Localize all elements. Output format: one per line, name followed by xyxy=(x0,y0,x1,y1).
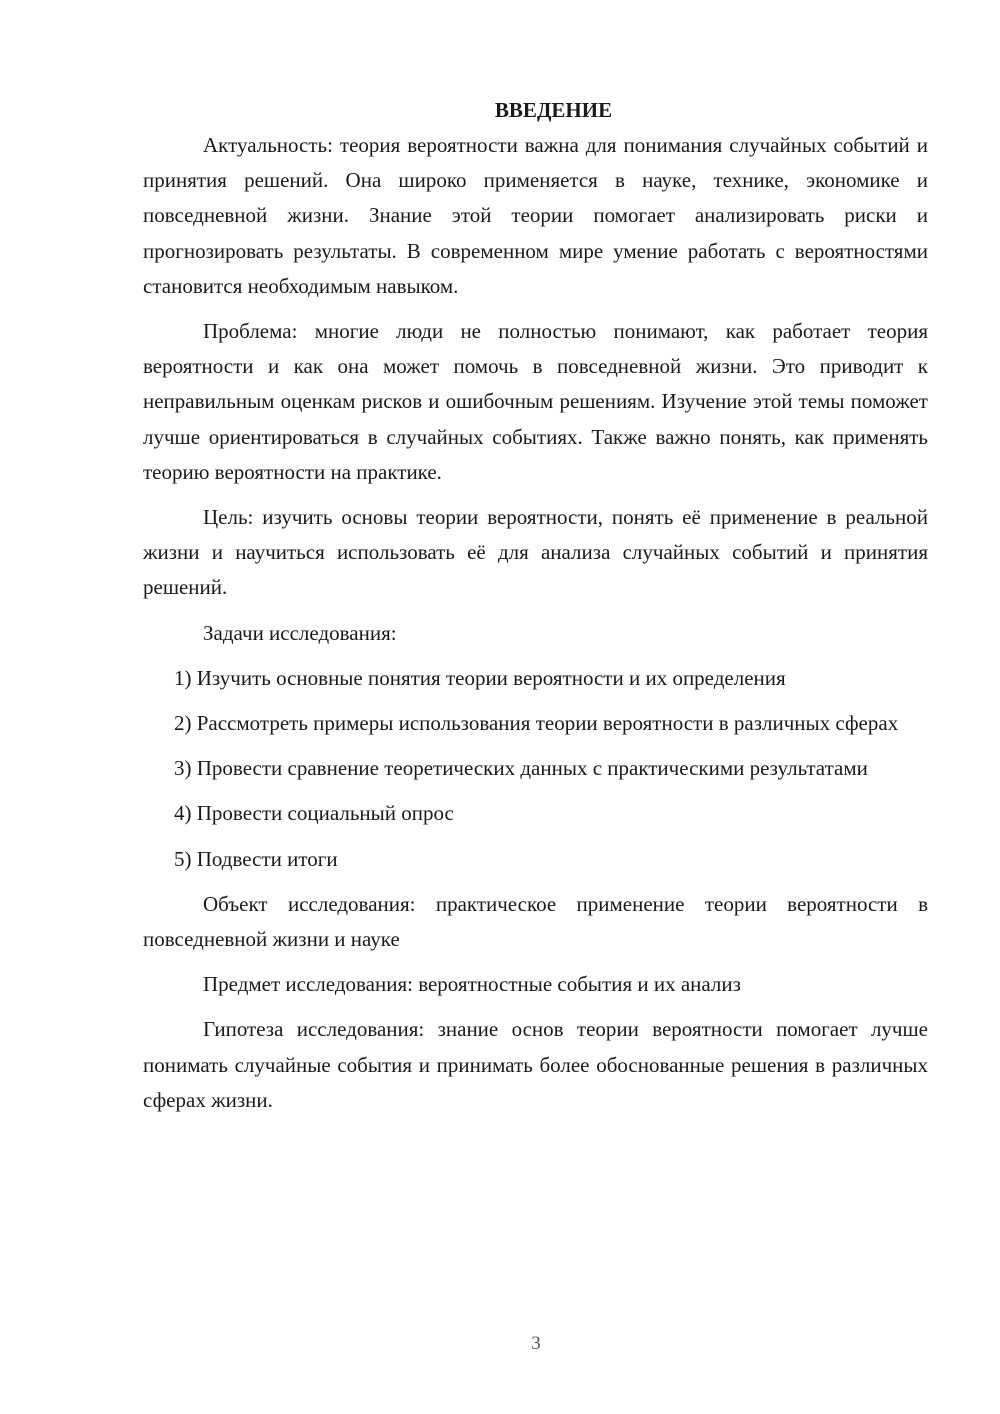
task-item-5: 5) Подвести итоги xyxy=(174,846,338,871)
task-item-4: 4) Провести социальный опрос xyxy=(174,801,454,826)
document-page xyxy=(143,96,928,1118)
subject-paragraph: Предмет исследования: вероятностные события и их анализ xyxy=(203,972,741,997)
relevance-paragraph: Актуальность: теория вероятности важна для понимания случайных событий и принятия решений. Она широко применяется в науке, технике, экономике и повседневной жизни. Знание этой теории помогает анализировать риски и прогнозировать результаты. В современном мире умение работать с вероятностями становится необходимым навыком. xyxy=(143,133,928,298)
section-title: ВВЕДЕНИЕ xyxy=(494,98,613,122)
page-number: 3 xyxy=(531,1333,541,1354)
hypothesis-paragraph: Гипотеза исследования: знание основ теории вероятности помогает лучше понимать случайные события и принимать более обоснованные решения в различных сферах жизни. xyxy=(143,1017,928,1112)
task-item-3: 3) Провести сравнение теоретических данных с практическими результатами xyxy=(174,756,868,781)
problem-paragraph: Проблема: многие люди не полностью понимают, как работает теория вероятности и как она может помочь в повседневной жизни. Это приводит к неправильным оценкам рисков и ошибочным решениям. Изучение этой темы поможет лучше ориентироваться в случайных событиях. Также важно понять, как применять теорию вероятности на практике. xyxy=(143,319,928,484)
object-paragraph: Объект исследования: практическое применение теории вероятности в повседневной жизни и науке xyxy=(143,891,928,952)
task-item-1: 1) Изучить основные понятия теории вероятности и их определения xyxy=(174,665,786,690)
task-item-2: 2) Рассмотреть примеры использования теории вероятности в различных сферах xyxy=(174,711,899,736)
tasks-heading: Задачи исследования: xyxy=(203,620,397,645)
goal-paragraph: Цель: изучить основы теории вероятности, понять её применение в реальной жизни и научиться использовать её для анализа случайных событий и принятия решений. xyxy=(143,505,928,600)
